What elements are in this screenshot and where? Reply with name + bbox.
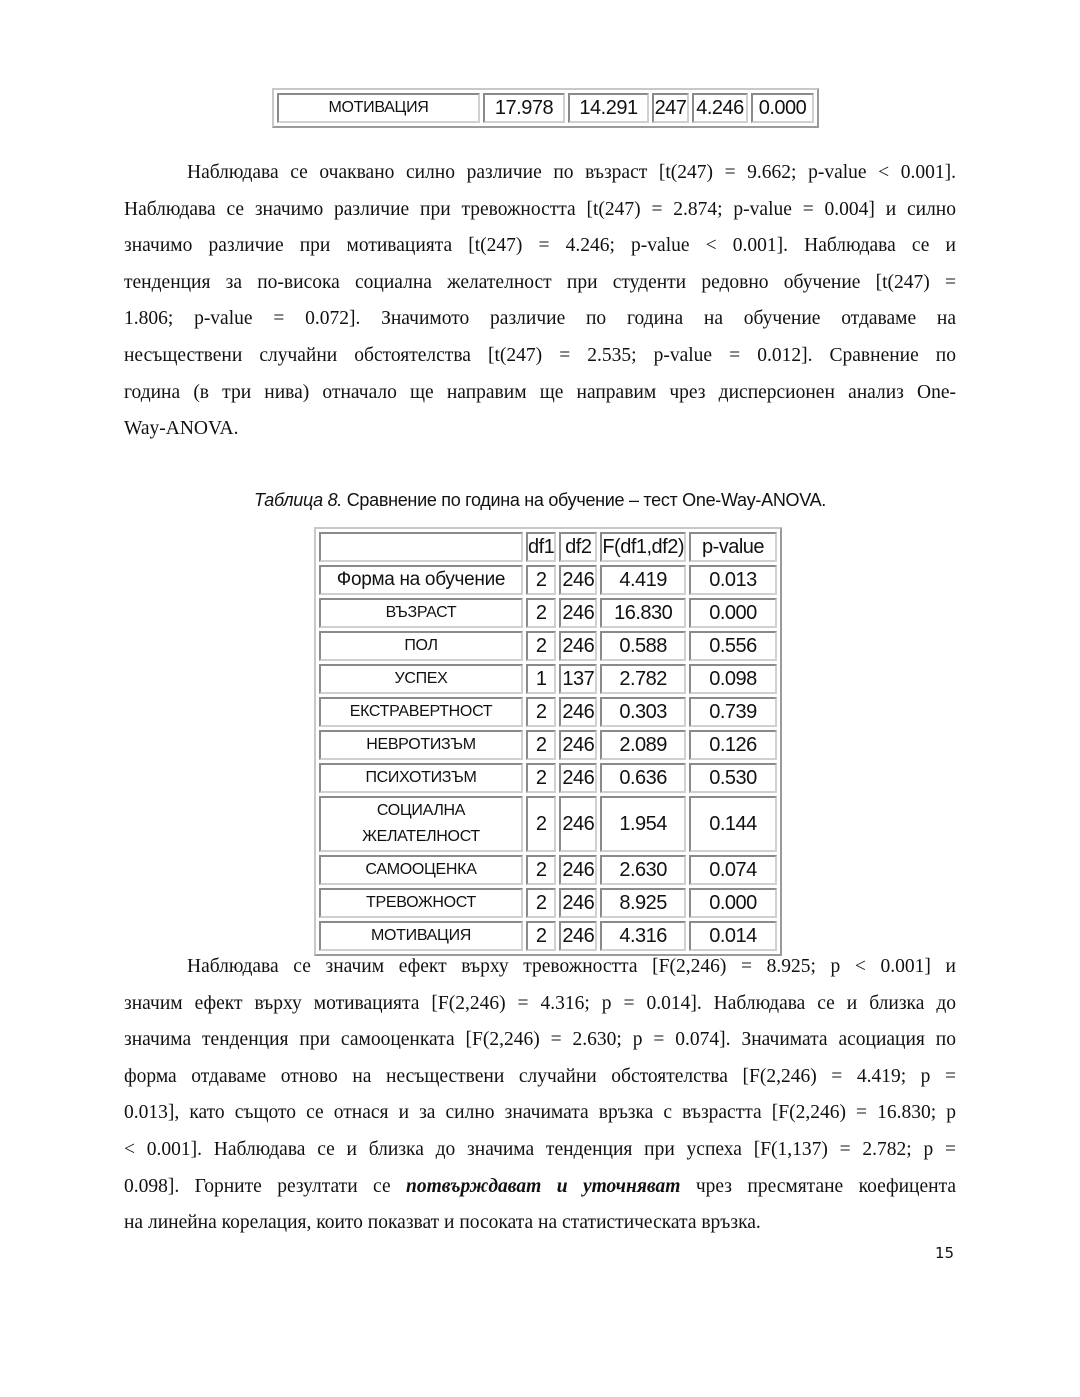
column-header: df1 (526, 532, 556, 562)
cell: 0.074 (689, 855, 777, 885)
row-label: МОТИВАЦИЯ (319, 921, 523, 951)
table-row (319, 664, 777, 694)
row-label: СОЦИАЛНА ЖЕЛАТЕЛНОСТ (319, 796, 523, 852)
cell: 0.014 (689, 921, 777, 951)
cell: 1.954 (600, 796, 686, 852)
column-header: p-value (689, 532, 777, 562)
cell: 246 (559, 598, 597, 628)
cell: 2 (526, 763, 556, 793)
table-row (319, 598, 777, 628)
caption-text: Сравнение по година на обучение – тест One-Way-ANOVA. (342, 490, 827, 510)
table-row (319, 697, 777, 727)
cell: 246 (559, 921, 597, 951)
header-row (319, 532, 777, 562)
emphasis-text: потвърждават и уточняват (406, 1175, 681, 1197)
text-line: Наблюдава се значим ефект върху тревожността [F(2,246) = 8.925; p < 0.001] и (187, 956, 956, 977)
top-table (272, 88, 819, 128)
paragraph-2 (124, 949, 956, 1242)
table-row (319, 888, 777, 918)
cell: 2.630 (600, 855, 686, 885)
cell: 0.636 (600, 763, 686, 793)
cell: 2.782 (600, 664, 686, 694)
cell: 137 (559, 664, 597, 694)
column-header: F(df1,df2) (600, 532, 686, 562)
cell: 2 (526, 888, 556, 918)
cell: 0.303 (600, 697, 686, 727)
cell: 2 (526, 921, 556, 951)
row-label: ЕКСТРАВЕРТНОСТ (319, 697, 523, 727)
cell: 0.013 (689, 565, 777, 595)
cell: 0.000 (751, 93, 814, 123)
cell: 0.530 (689, 763, 777, 793)
cell: 14.291 (568, 93, 649, 123)
cell: 0.000 (689, 888, 777, 918)
cell: 246 (559, 565, 597, 595)
cell: 2 (526, 631, 556, 661)
row-label: ПОЛ (319, 631, 523, 661)
cell: 0.098 (689, 664, 777, 694)
row-label: НЕВРОТИЗЪМ (319, 730, 523, 760)
cell: 8.925 (600, 888, 686, 918)
cell: 2 (526, 730, 556, 760)
text-line: година (в три нива) отначало ще направим ще направим чрез дисперсионен анализ One- (124, 381, 956, 403)
cell: 0.588 (600, 631, 686, 661)
cell: 246 (559, 730, 597, 760)
text-line: значима тенденция при самооценката [F(2,246) = 2.630; p = 0.074]. Значимата асоциация по (124, 1029, 956, 1051)
cell: 2 (526, 796, 556, 852)
page-number: 15 (935, 1244, 955, 1262)
text-line: несъществени случайни обстоятелства [t(247) = 2.535; p-value = 0.012]. Сравнение по (124, 344, 956, 366)
text-line: 0.013], като същото се отнася и за силно значимата връзка с възрастта [F(2,246) = 16.830; p (124, 1102, 956, 1124)
paragraph-1 (124, 155, 956, 448)
cell: 247 (652, 93, 689, 123)
cell: 246 (559, 855, 597, 885)
text-line: значим ефект върху мотивацията [F(2,246) = 4.316; p = 0.014]. Наблюдава се и близка до (124, 992, 956, 1014)
cell: 246 (559, 697, 597, 727)
row-label: ТРЕВОЖНОСТ (319, 888, 523, 918)
cell: 246 (559, 888, 597, 918)
cell: 2 (526, 565, 556, 595)
row-label: МОТИВАЦИЯ (277, 93, 480, 123)
text-line: Way-ANOVA. (124, 418, 239, 440)
cell: 1 (526, 664, 556, 694)
text-line: на линейна корелация, които показват и посоката на статистическата връзка. (124, 1212, 761, 1234)
cell: 2 (526, 697, 556, 727)
text-line: значимо различие при мотивацията [t(247) = 4.246; p-value < 0.001]. Наблюдава се и (124, 235, 956, 257)
text-segment: чрез пресмятане коефицента (680, 1175, 956, 1197)
text-line: форма отдаваме отново на несъществени случайни обстоятелства [F(2,246) = 4.419; p = (124, 1065, 956, 1087)
cell: 0.739 (689, 697, 777, 727)
text-segment: 0.098]. Горните резултати се (124, 1175, 407, 1197)
table-row (319, 631, 777, 661)
cell: 4.316 (600, 921, 686, 951)
table-row (319, 565, 777, 595)
cell: 0.556 (689, 631, 777, 661)
table-row (319, 855, 777, 885)
cell: 2.089 (600, 730, 686, 760)
cell: 246 (559, 763, 597, 793)
cell: 246 (559, 631, 597, 661)
table-row (277, 93, 814, 123)
cell: 246 (559, 796, 597, 852)
cell: 2 (526, 855, 556, 885)
cell: 0.126 (689, 730, 777, 760)
table-caption (0, 490, 1080, 511)
row-label: ПСИХОТИЗЪМ (319, 763, 523, 793)
text-line (124, 1169, 956, 1206)
cell: 0.144 (689, 796, 777, 852)
table-row (319, 763, 777, 793)
text-line: Наблюдава се очаквано силно различие по възраст [t(247) = 9.662; p-value < 0.001]. (187, 162, 956, 183)
cell: 2 (526, 598, 556, 628)
caption-prefix: Таблица 8. (253, 490, 342, 510)
table-row (319, 921, 777, 951)
row-label: ВЪЗРАСТ (319, 598, 523, 628)
table-row (319, 796, 777, 852)
cell: 16.830 (600, 598, 686, 628)
text-line: тенденция за по-висока социална желателност при студенти редовно обучение [t(247) = (124, 271, 956, 293)
anova-table (314, 527, 782, 956)
column-header: df2 (559, 532, 597, 562)
text-line: 1.806; p-value = 0.072]. Значимото различие по година на обучение отдаваме на (124, 308, 956, 330)
table-row (319, 730, 777, 760)
column-header (319, 532, 523, 562)
row-label: САМООЦЕНКА (319, 855, 523, 885)
cell: 0.000 (689, 598, 777, 628)
cell: 4.246 (692, 93, 748, 123)
text-line: < 0.001]. Наблюдава се и близка до значима тенденция при успеха [F(1,137) = 2.782; p = (124, 1138, 956, 1160)
cell: 17.978 (483, 93, 565, 123)
row-label: УСПЕХ (319, 664, 523, 694)
text-line: Наблюдава се значимо различие при тревожността [t(247) = 2.874; p-value = 0.004] и силно (124, 198, 956, 220)
row-label: Форма на обучение (319, 565, 523, 595)
cell: 4.419 (600, 565, 686, 595)
